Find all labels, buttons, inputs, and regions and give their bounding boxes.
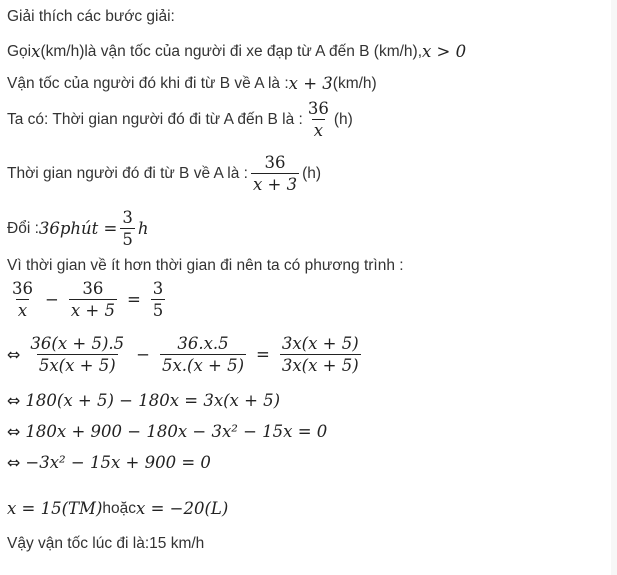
result-1: x = 15(TM) <box>7 499 103 518</box>
eq3-expr: 180(x + 5) − 180x = 3x(x + 5) <box>25 391 281 410</box>
doi-text: Đổi : <box>7 219 39 237</box>
denominator: 5x.(x + 5) <box>161 356 245 375</box>
equation-2 <box>7 333 364 376</box>
result-2: x = −20(L) <box>136 499 229 518</box>
tgdi-text: Ta có: Thời gian người đó đi từ A đến B là : <box>7 110 303 128</box>
doi-unit: h <box>137 218 149 238</box>
denominator: 5 <box>122 230 133 249</box>
conclusion-value: 15 km/h <box>149 535 205 552</box>
denominator: x <box>17 301 28 320</box>
vi-text: Vì thời gian về ít hơn thời gian đi nên ta có phương trình : <box>7 257 404 274</box>
fraction-3-5 <box>120 207 135 250</box>
numerator: 36(x + 5).5 <box>30 334 125 353</box>
equation-1 <box>7 278 168 321</box>
result-mid: hoặc <box>102 500 137 517</box>
line-goi <box>7 42 466 62</box>
heading <box>7 7 175 27</box>
numerator: 36 <box>82 279 104 298</box>
line-van-toc-ve <box>7 74 377 94</box>
vtve-text: Vận tốc của người đó khi đi từ B về A là : <box>7 75 289 92</box>
line-thoi-gian-ve <box>7 152 321 195</box>
fraction-b <box>160 333 246 376</box>
numerator: 3 <box>152 279 164 298</box>
fraction-36-x5 <box>69 278 117 321</box>
denominator: 5 <box>152 301 164 320</box>
equivalence-arrow-icon: ⇔ <box>7 391 21 410</box>
numerator: 3 <box>122 208 133 227</box>
numerator: 36 <box>12 279 33 298</box>
equivalence-arrow-icon: ⇔ <box>7 344 21 364</box>
minus-sign: − <box>45 289 59 309</box>
denominator: 3x(x + 5) <box>281 356 359 375</box>
vtve-expr: x + 3 <box>288 74 333 93</box>
denominator: x + 5 <box>70 301 115 320</box>
line-doi <box>7 207 149 250</box>
numerator: 36 <box>264 153 286 172</box>
fraction-36-x <box>10 278 35 321</box>
goi-text-1: Gọi <box>7 43 32 60</box>
heading-text: Giải thích các bước giải: <box>7 8 175 25</box>
denominator: x + 3 <box>252 175 298 194</box>
numerator: 36 <box>307 99 329 118</box>
fraction-36-x <box>306 98 331 141</box>
goi-text-2: (km/h)là vận tốc của người đi xe đạp từ A đến B (km/h), <box>40 43 422 60</box>
tgve-text: Thời gian người đó đi từ B về A là : <box>7 164 248 182</box>
eq5-expr: −3x² − 15x + 900 = 0 <box>25 453 211 472</box>
tgve-unit: (h) <box>302 164 322 182</box>
equals-sign: = <box>126 289 141 309</box>
conclusion-line <box>7 534 204 554</box>
fraction-c <box>280 333 361 376</box>
denominator: 5x(x + 5) <box>38 356 116 375</box>
equivalence-arrow-icon: ⇔ <box>7 422 21 441</box>
equation-3 <box>7 391 280 411</box>
doi-expr: 36phút = <box>38 218 118 238</box>
line-vi <box>7 256 404 276</box>
numerator: 3x(x + 5) <box>281 334 359 353</box>
denominator: x <box>313 121 324 140</box>
equivalence-arrow-icon: ⇔ <box>7 453 21 472</box>
fraction-a <box>28 333 126 376</box>
vtve-unit: (km/h) <box>332 75 377 92</box>
line-thoi-gian-di <box>7 98 353 141</box>
conclusion-text: Vậy vận tốc lúc đi là: <box>7 535 150 552</box>
numerator: 36.x.5 <box>177 334 229 353</box>
equals-sign: = <box>256 344 270 364</box>
var-x: x <box>31 42 41 61</box>
equation-5 <box>7 453 211 473</box>
eq4-expr: 180x + 900 − 180x − 3x² − 15x = 0 <box>25 422 328 441</box>
condition: x > 0 <box>422 42 467 61</box>
equation-4 <box>7 422 327 442</box>
result-line <box>7 499 228 519</box>
fraction-3-5 <box>151 278 166 321</box>
minus-sign: − <box>136 344 150 364</box>
tgdi-unit: (h) <box>333 110 353 128</box>
fraction-36-x3 <box>251 152 299 195</box>
page-edge <box>611 0 617 575</box>
